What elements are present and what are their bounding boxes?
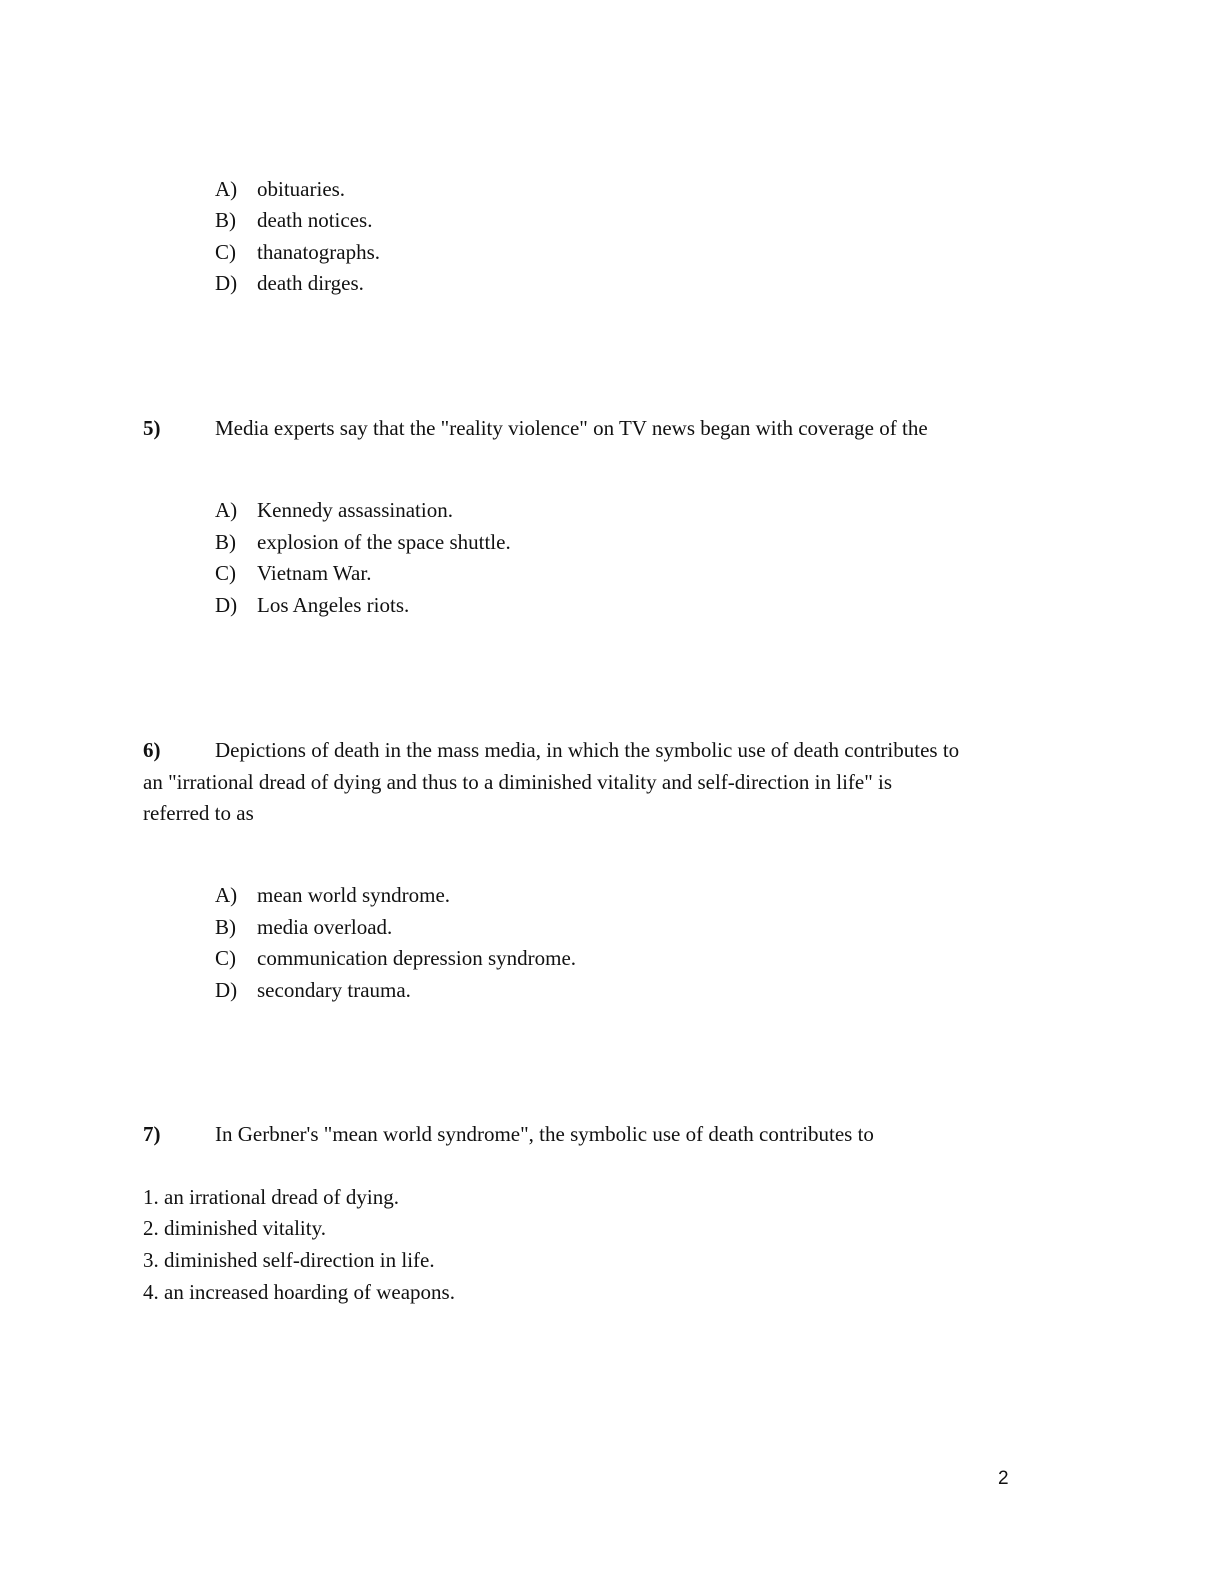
- option-letter: C): [215, 561, 236, 585]
- numbered-item-text: 4. an increased hoarding of weapons.: [143, 1280, 455, 1304]
- numbered-item-text: 3. diminished self-direction in life.: [143, 1248, 435, 1272]
- option-text: obituaries.: [257, 177, 346, 201]
- option-text: media overload.: [257, 915, 393, 939]
- option-letter: A): [215, 177, 238, 201]
- question-number: 6): [143, 738, 161, 762]
- option-letter: A): [215, 883, 238, 907]
- option-letter: B): [215, 208, 236, 232]
- option-text: Vietnam War.: [257, 561, 372, 585]
- option-text: communication depression syndrome.: [257, 946, 577, 970]
- question-number: 7): [143, 1122, 161, 1146]
- option-letter: D): [215, 593, 238, 617]
- option-text: secondary trauma.: [257, 978, 411, 1002]
- option-text: explosion of the space shuttle.: [257, 530, 511, 554]
- option-text: Kennedy assassination.: [257, 498, 453, 522]
- option-text: death dirges.: [257, 271, 364, 295]
- option-text: Los Angeles riots.: [257, 593, 410, 617]
- option-letter: B): [215, 915, 236, 939]
- option-text: thanatographs.: [257, 240, 381, 264]
- numbered-item-text: 2. diminished vitality.: [143, 1216, 326, 1240]
- question-number: 5): [143, 416, 161, 440]
- option-letter: D): [215, 978, 238, 1002]
- question-text: Media experts say that the "reality violence" on TV news began with coverage of the: [215, 416, 928, 440]
- question-text-continued: an "irrational dread of dying and thus to a diminished vitality and self-direction in life" is: [143, 770, 893, 794]
- option-letter: C): [215, 946, 236, 970]
- question-text: Depictions of death in the mass media, in which the symbolic use of death contributes to: [215, 738, 960, 762]
- option-text: death notices.: [257, 208, 373, 232]
- page-number: 2: [998, 1468, 1009, 1489]
- option-text: mean world syndrome.: [257, 883, 451, 907]
- numbered-item-text: 1. an irrational dread of dying.: [143, 1185, 399, 1209]
- option-letter: B): [215, 530, 236, 554]
- question-text: In Gerbner's "mean world syndrome", the symbolic use of death contributes to: [215, 1122, 874, 1146]
- option-letter: A): [215, 498, 238, 522]
- option-letter: C): [215, 240, 236, 264]
- question-text-continued: referred to as: [143, 801, 254, 825]
- option-letter: D): [215, 271, 238, 295]
